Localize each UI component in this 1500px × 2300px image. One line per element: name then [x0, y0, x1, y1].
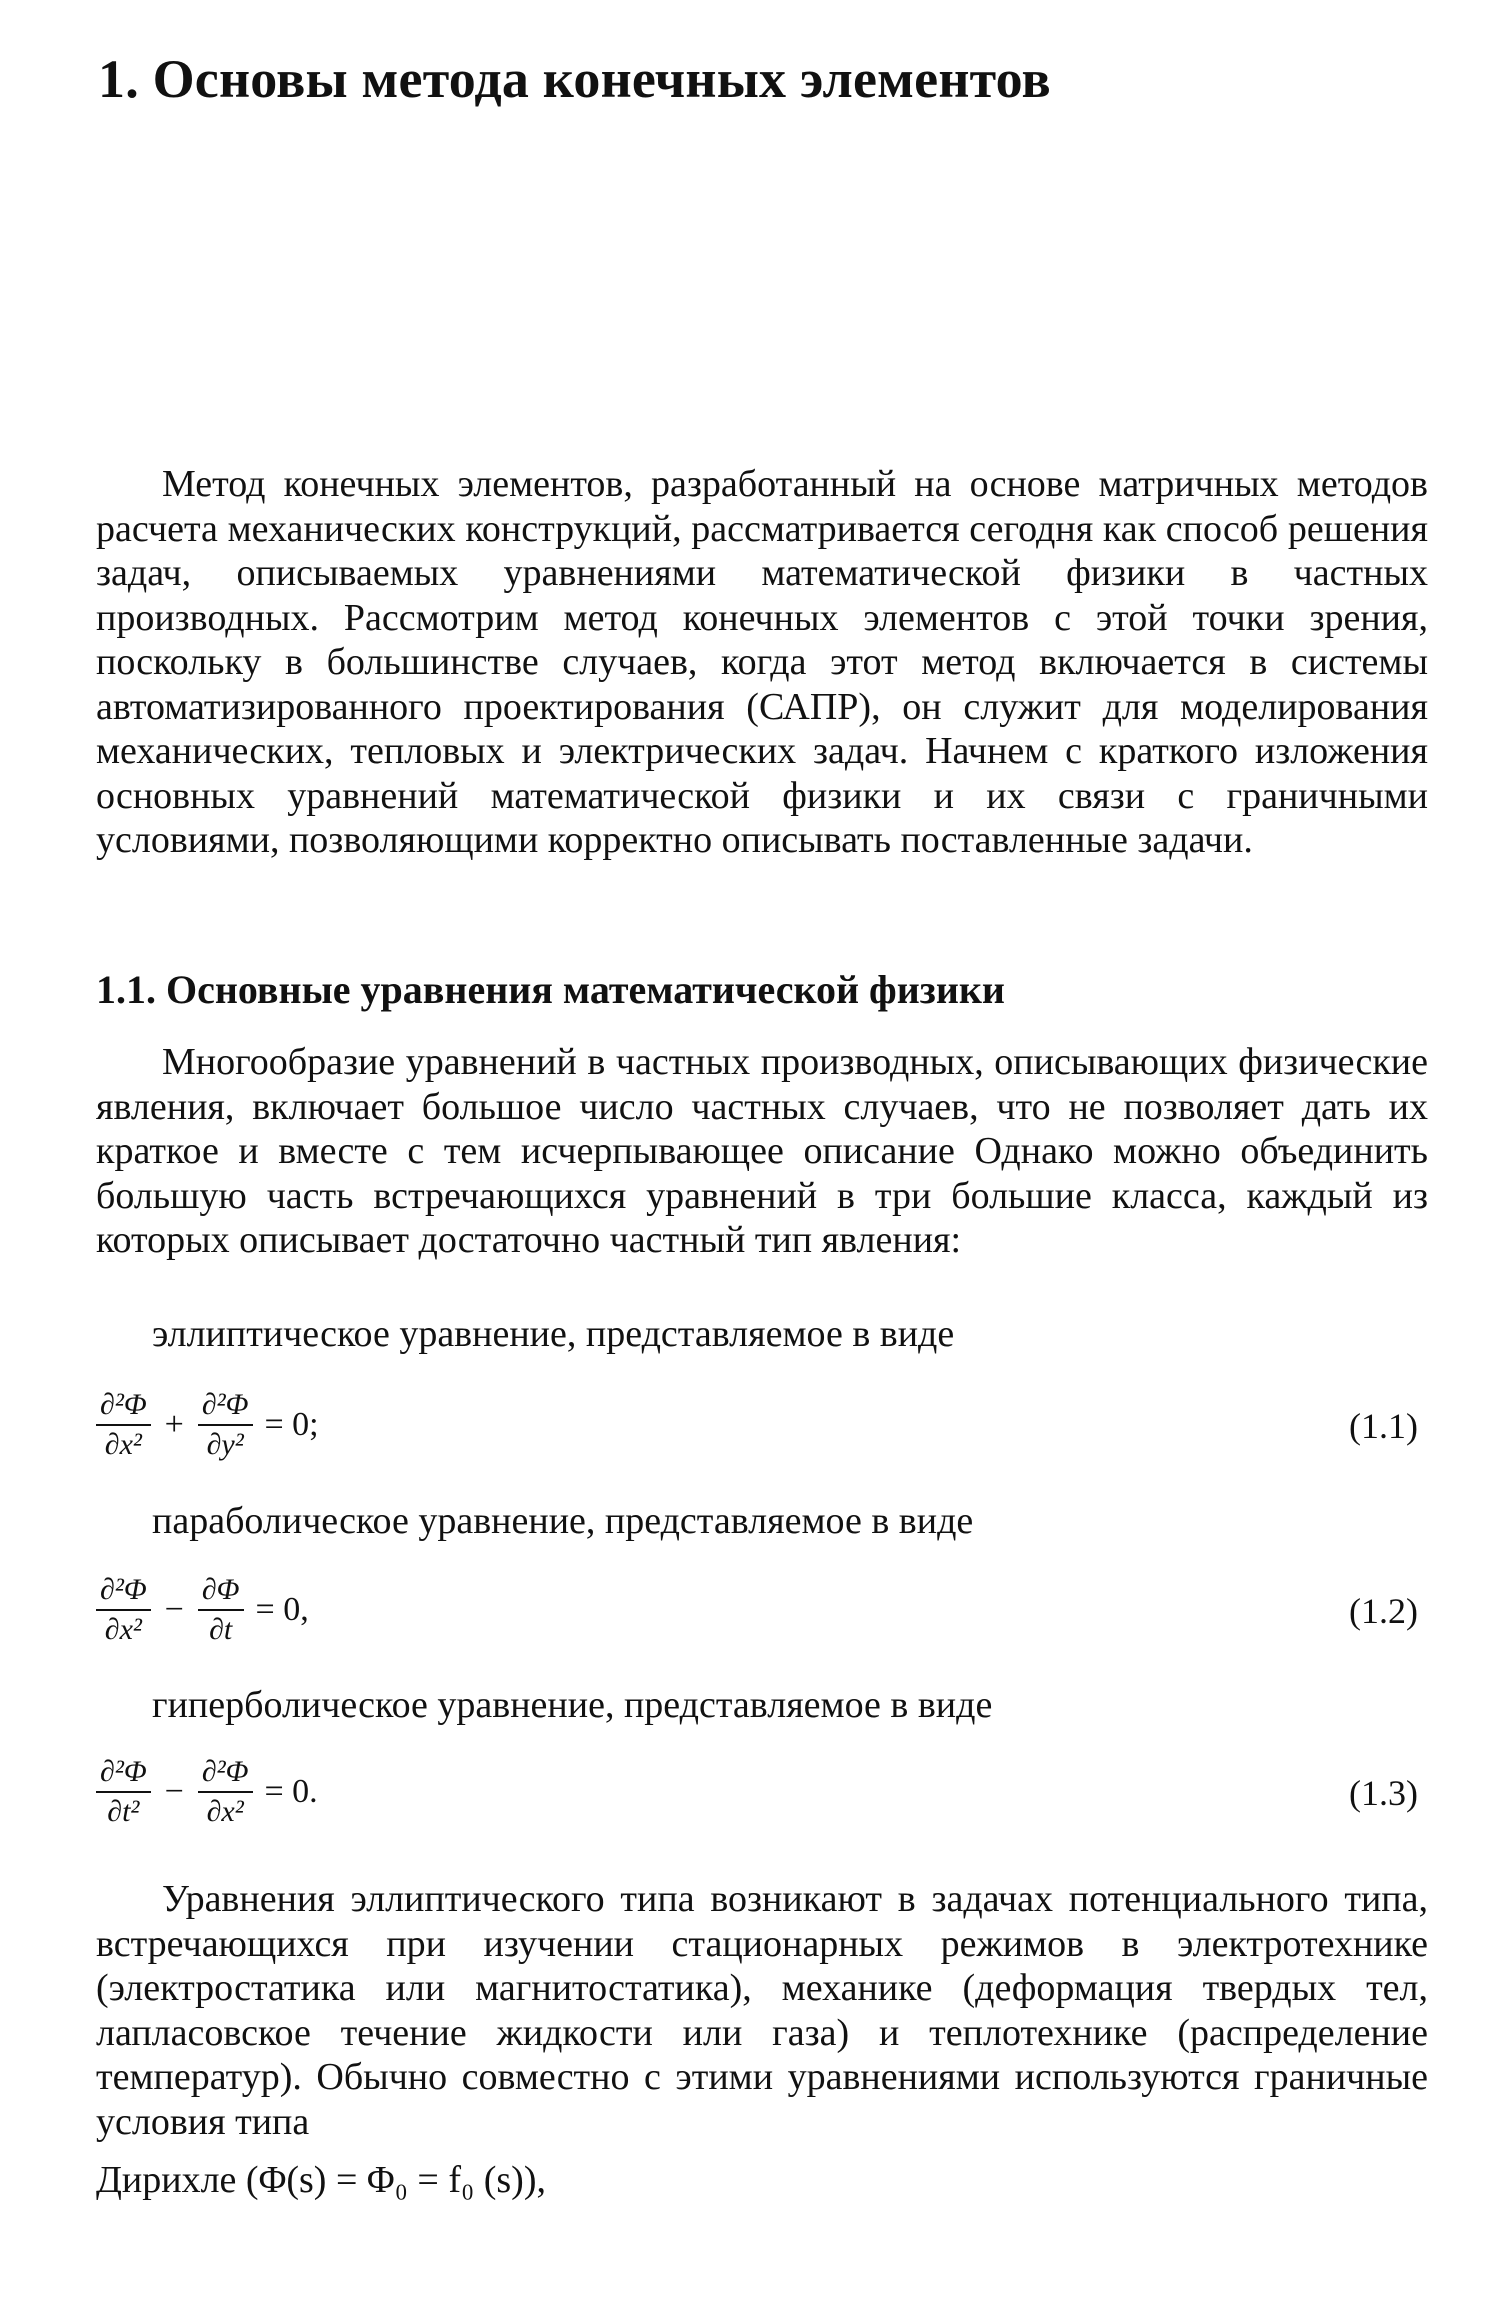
fraction-numerator: ∂²Φ — [100, 1755, 147, 1788]
section-paragraph: Многообразие уравнений в частных производных, описывающих физические явления, включает большое число частных случаев, что не позволяет дать их краткое и вместе с тем исчерпывающее описание Однако можно объединить большую часть встречающихся уравнений в три большие класса, каждый из которых описывает достаточно частный тип явления: — [96, 1041, 1428, 1261]
equation-operator: + — [164, 1406, 184, 1443]
equation-number: (1.2) — [1349, 1591, 1418, 1631]
equation-rhs: = 0; — [264, 1406, 319, 1443]
fraction — [96, 1386, 151, 1464]
fraction-denominator: ∂x² — [206, 1795, 244, 1828]
fraction-denominator: ∂x² — [104, 1613, 142, 1646]
fraction-numerator: ∂²Φ — [201, 1388, 249, 1421]
fraction — [198, 1386, 253, 1464]
fraction-denominator: ∂y² — [206, 1428, 244, 1461]
equation-operator: − — [164, 1591, 184, 1628]
equation-intro-parabolic: параболическое уравнение, представляемое в виде — [152, 1500, 974, 1542]
fraction — [198, 1571, 244, 1649]
dirichlet-label: Дирихле — [96, 2159, 237, 2201]
dirichlet-condition — [96, 2158, 546, 2204]
equation-intro-hyperbolic: гиперболическое уравнение, представляемое в виде — [152, 1684, 993, 1726]
equation-number: (1.3) — [1349, 1773, 1418, 1813]
fraction — [96, 1753, 151, 1831]
equation-formula — [90, 1742, 318, 1842]
fraction-denominator: ∂x² — [104, 1428, 142, 1461]
section-title: 1.1. Основные уравнения математической физики — [96, 967, 1005, 1012]
fraction-numerator: ∂Φ — [201, 1573, 240, 1606]
fraction-denominator: ∂t — [209, 1613, 233, 1646]
equation-elliptic — [90, 1375, 1430, 1475]
intro-paragraph: Метод конечных элементов, разработанный на основе матричных методов расчета механических конструкций, рассматривается сегодня как способ решения задач, описываемых уравнениями математической физики в частных производных. Рассмотрим метод конечных элементов с этой точки зрения, поскольку в большинстве случаев, когда этот метод включается в системы автоматизированного проектирования (САПР), он служит для моделирования механических, тепловых и электрических задач. Начнем с краткого изложения основных уравнений математической физики и их связи с граничными условиями, позволяющими корректно описывать поставленные задачи. — [96, 463, 1428, 861]
equation-hyperbolic — [90, 1742, 1430, 1842]
fraction — [96, 1571, 151, 1649]
equation-intro-elliptic: эллиптическое уравнение, представляемое в виде — [152, 1313, 955, 1355]
fraction-numerator: ∂²Φ — [100, 1388, 147, 1421]
equation-rhs: = 0, — [255, 1591, 309, 1628]
equation-parabolic — [90, 1560, 1430, 1660]
fraction-numerator: ∂²Φ — [201, 1755, 249, 1788]
equation-formula — [90, 1560, 309, 1660]
equation-formula — [90, 1375, 319, 1475]
chapter-title: 1. Основы метода конечных элементов — [98, 49, 1051, 109]
equation-number: (1.1) — [1349, 1406, 1418, 1446]
dirichlet-formula: (Φ(s) = Φ₀ = f₀ (s)), — [245, 2159, 546, 2201]
fraction-numerator: ∂²Φ — [100, 1573, 147, 1606]
elliptic-paragraph: Уравнения эллиптического типа возникают в задачах потенциального типа, встречающихся при изучении стационарных режимов в электротехнике (электростатика или магнитостатика), механике (деформация твердых тел, лапласовское течение жидкости или газа) и теплотехнике (распределение температур). Обычно совместно с этими уравнениями используются граничные условия типа — [96, 1878, 1428, 2143]
fraction — [198, 1753, 253, 1831]
equation-rhs: = 0. — [264, 1773, 318, 1810]
equation-operator: − — [164, 1773, 184, 1810]
fraction-denominator: ∂t² — [107, 1795, 140, 1828]
